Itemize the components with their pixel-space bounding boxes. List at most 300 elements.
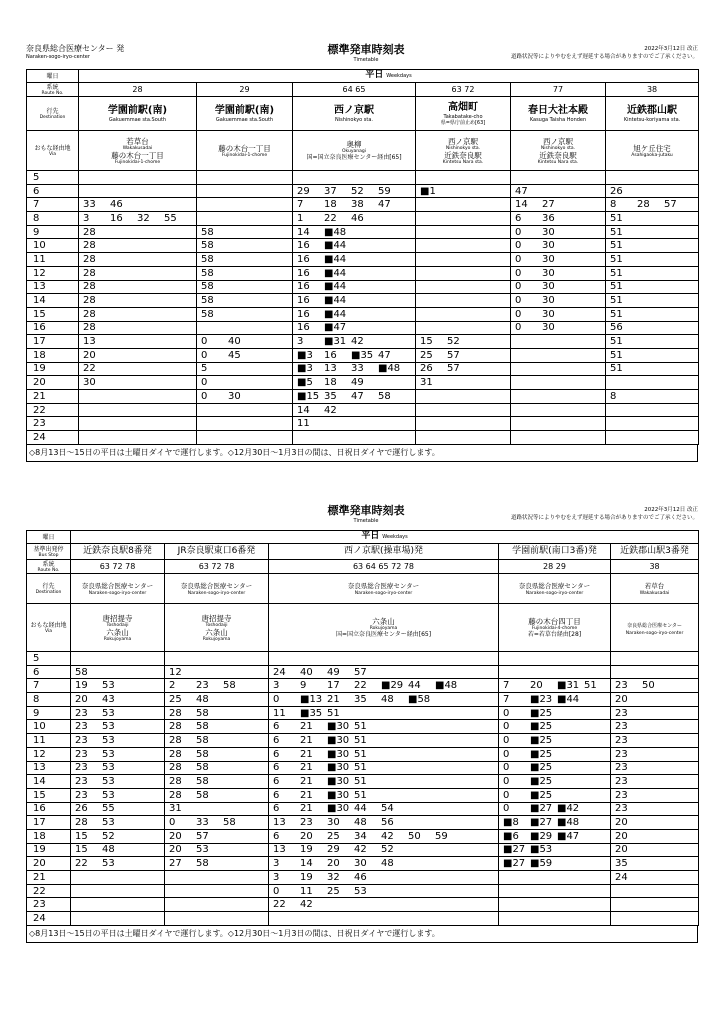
minute-entry: 21 bbox=[300, 748, 313, 760]
departure-minutes bbox=[165, 898, 269, 912]
minute-entry: 2 bbox=[169, 680, 176, 692]
via2-en: Rokujoyama bbox=[103, 636, 132, 642]
minute-entry: 28 bbox=[83, 281, 96, 293]
departure-minutes bbox=[71, 720, 165, 734]
route-label-en: Route No. bbox=[37, 567, 60, 573]
departure-minutes bbox=[606, 362, 699, 376]
departure-minutes bbox=[165, 747, 269, 761]
minute-entry: 30 bbox=[542, 267, 555, 279]
minute-entry: 21 bbox=[300, 721, 313, 733]
destination bbox=[606, 97, 699, 131]
minute-entry: 0 bbox=[515, 253, 522, 265]
minute-entry: 20 bbox=[530, 680, 543, 692]
minute-entry: ■3 bbox=[297, 363, 313, 375]
day-value-en: Weekdays bbox=[386, 73, 412, 79]
minute-entry: 57 bbox=[354, 666, 367, 678]
departure-minutes bbox=[269, 802, 499, 816]
departure-minutes bbox=[165, 693, 269, 707]
minute-entry: 3 bbox=[297, 336, 304, 348]
departure-minutes bbox=[79, 417, 197, 431]
minute-entry: ■25 bbox=[530, 762, 553, 774]
minute-entry: 22 bbox=[273, 899, 286, 911]
via-stops bbox=[606, 131, 699, 171]
minute-entry: 52 bbox=[351, 185, 364, 197]
minute-entry: 44 bbox=[354, 803, 367, 815]
minute-entry: 21 bbox=[300, 776, 313, 788]
minute-entry: 23 bbox=[615, 734, 628, 746]
hour-cell: 10 bbox=[27, 720, 71, 734]
route-label-jp: 系統 bbox=[46, 83, 59, 91]
departure-minutes bbox=[606, 390, 699, 404]
day-type bbox=[71, 531, 699, 544]
departure-minutes bbox=[611, 898, 699, 912]
minute-entry: ■6 bbox=[503, 830, 519, 842]
minute-entry: 28 bbox=[75, 817, 88, 829]
timetable-grid bbox=[26, 530, 699, 926]
via-label bbox=[27, 604, 71, 652]
via-jp: 六条山 bbox=[372, 616, 395, 626]
minute-entry: 57 bbox=[447, 363, 460, 375]
minute-entry: ■48 bbox=[324, 226, 347, 238]
destination-row bbox=[27, 574, 699, 604]
via-stops bbox=[293, 131, 416, 171]
departure-minutes bbox=[511, 335, 606, 349]
departure-minutes bbox=[511, 403, 606, 417]
route-number: 63 72 78 bbox=[71, 560, 165, 574]
departure-minutes bbox=[611, 775, 699, 789]
hour-cell: 11 bbox=[27, 734, 71, 748]
minute-entry: 47 bbox=[378, 349, 391, 361]
dest-en: Kintetsu-koriyama sta. bbox=[623, 116, 681, 123]
route-label bbox=[27, 560, 71, 574]
hour-cell: 23 bbox=[27, 898, 71, 912]
minute-entry: 20 bbox=[169, 844, 182, 856]
departure-minutes bbox=[79, 266, 197, 280]
departure-minutes bbox=[416, 171, 511, 185]
departure-minutes bbox=[416, 390, 511, 404]
minute-entry: 18 bbox=[324, 377, 337, 389]
departure-minutes bbox=[416, 184, 511, 198]
minute-entry: 22 bbox=[324, 212, 337, 224]
minute-entry: 16 bbox=[324, 349, 337, 361]
departure-minutes bbox=[511, 417, 606, 431]
minute-entry: 45 bbox=[228, 349, 241, 361]
minute-entry: 29 bbox=[327, 844, 340, 856]
hour-row bbox=[27, 294, 699, 308]
departure-minutes bbox=[293, 294, 416, 308]
departure-minutes bbox=[416, 198, 511, 212]
minute-entry: 6 bbox=[273, 748, 280, 760]
minute-entry: 20 bbox=[615, 693, 628, 705]
dest-jp: 西ノ京駅 bbox=[334, 104, 374, 116]
dest-jp: 春日大社本殿 bbox=[528, 104, 588, 116]
minute-entry: 51 bbox=[327, 707, 340, 719]
minute-entry: 0 bbox=[201, 377, 208, 389]
minute-entry: 0 bbox=[201, 390, 208, 402]
sheet-header bbox=[26, 43, 698, 69]
minute-entry: 23 bbox=[75, 789, 88, 801]
departure-minutes bbox=[197, 348, 293, 362]
hour-row bbox=[27, 665, 699, 679]
minute-entry: 55 bbox=[102, 803, 115, 815]
departure-minutes bbox=[499, 720, 611, 734]
minute-entry: 30 bbox=[228, 390, 241, 402]
departure-minutes bbox=[71, 775, 165, 789]
destination bbox=[71, 574, 165, 604]
minute-entry: 51 bbox=[610, 226, 623, 238]
destination bbox=[197, 97, 293, 131]
hour-row bbox=[27, 871, 699, 885]
minute-entry: ■44 bbox=[324, 281, 347, 293]
departure-minutes bbox=[606, 253, 699, 267]
page-title-en: Timetable bbox=[353, 518, 379, 524]
departure-minutes bbox=[293, 239, 416, 253]
minute-entry: 51 bbox=[354, 734, 367, 746]
minute-entry: 56 bbox=[381, 817, 394, 829]
minute-entry: 29 bbox=[297, 185, 310, 197]
hour-cell: 17 bbox=[27, 335, 79, 349]
route-number: 38 bbox=[606, 83, 699, 97]
minute-entry: 28 bbox=[83, 267, 96, 279]
departure-minutes bbox=[511, 376, 606, 390]
departure-minutes bbox=[79, 280, 197, 294]
departure-minutes bbox=[416, 225, 511, 239]
minute-entry: ■30 bbox=[327, 789, 350, 801]
departure-minutes bbox=[165, 802, 269, 816]
hour-cell: 21 bbox=[27, 871, 71, 885]
via-en: Rokujoyama bbox=[369, 625, 398, 631]
hour-row bbox=[27, 788, 699, 802]
departure-minutes bbox=[71, 829, 165, 843]
day-row bbox=[27, 531, 699, 544]
departure-minutes bbox=[71, 706, 165, 720]
departure-minutes bbox=[611, 665, 699, 679]
minute-entry: 16 bbox=[297, 281, 310, 293]
page-title: 標準発車時刻表 bbox=[327, 504, 405, 517]
hour-row bbox=[27, 747, 699, 761]
minute-entry: 36 bbox=[542, 212, 555, 224]
via-jp: 奈良県総合医療センター bbox=[627, 622, 682, 629]
minute-entry: ■23 bbox=[530, 693, 553, 705]
minute-entry: 7 bbox=[503, 680, 510, 692]
minute-entry: 20 bbox=[615, 817, 628, 829]
minute-entry: 23 bbox=[615, 776, 628, 788]
destination bbox=[611, 574, 699, 604]
minute-entry: 58 bbox=[201, 267, 214, 279]
hour-row bbox=[27, 417, 699, 431]
hour-row bbox=[27, 362, 699, 376]
minute-entry: 24 bbox=[615, 871, 628, 883]
minute-entry: 18 bbox=[324, 199, 337, 211]
departure-minutes bbox=[79, 335, 197, 349]
via-en: Nishinokyo sta. bbox=[540, 145, 576, 151]
minute-entry: 16 bbox=[297, 253, 310, 265]
minute-entry: 44 bbox=[408, 680, 421, 692]
minute-entry: ■44 bbox=[324, 308, 347, 320]
departure-minutes bbox=[71, 734, 165, 748]
minute-entry: 0 bbox=[515, 295, 522, 307]
departure-minutes bbox=[293, 403, 416, 417]
hour-cell: 20 bbox=[27, 376, 79, 390]
minute-entry: 58 bbox=[196, 707, 209, 719]
minute-entry: 42 bbox=[381, 830, 394, 842]
day-type bbox=[79, 70, 699, 83]
minute-entry: 25 bbox=[327, 885, 340, 897]
departure-minutes bbox=[293, 225, 416, 239]
departure-minutes bbox=[611, 843, 699, 857]
minute-entry: 58 bbox=[201, 226, 214, 238]
departure-minutes bbox=[71, 843, 165, 857]
departure-minutes bbox=[197, 362, 293, 376]
departure-minutes bbox=[611, 706, 699, 720]
route-label-jp: 系統 bbox=[42, 560, 55, 568]
destination bbox=[165, 574, 269, 604]
departure-minutes bbox=[611, 802, 699, 816]
departure-minutes bbox=[79, 321, 197, 335]
departure-minutes bbox=[499, 816, 611, 830]
departure-minutes bbox=[269, 912, 499, 926]
hour-row bbox=[27, 280, 699, 294]
minute-entry: 28 bbox=[83, 308, 96, 320]
timetable-sheet-2 bbox=[26, 504, 698, 943]
departure-minutes bbox=[71, 802, 165, 816]
departure-minutes bbox=[611, 884, 699, 898]
minute-entry: 56 bbox=[610, 322, 623, 334]
departure-minutes bbox=[606, 212, 699, 226]
via-label-jp: おもな経由地 bbox=[34, 144, 71, 152]
departure-minutes bbox=[416, 348, 511, 362]
departure-minutes bbox=[499, 843, 611, 857]
minute-entry: ■15 bbox=[297, 390, 320, 402]
origin-stop: 西ノ京駅(操車場)発 bbox=[269, 544, 499, 560]
minute-entry: 51 bbox=[610, 336, 623, 348]
sheet-header bbox=[26, 504, 698, 530]
departure-minutes bbox=[79, 348, 197, 362]
departure-minutes bbox=[416, 307, 511, 321]
hour-row bbox=[27, 775, 699, 789]
departure-minutes bbox=[165, 679, 269, 693]
minute-entry: 51 bbox=[610, 295, 623, 307]
minute-entry: 53 bbox=[102, 762, 115, 774]
minute-entry: 35 bbox=[324, 390, 337, 402]
day-row bbox=[27, 70, 699, 83]
minute-entry: 48 bbox=[102, 844, 115, 856]
stop-name-en: Naraken-sogo-iryo-center bbox=[26, 54, 90, 60]
minute-entry: 43 bbox=[102, 693, 115, 705]
minute-entry: 28 bbox=[83, 295, 96, 307]
departure-minutes bbox=[606, 280, 699, 294]
departure-minutes bbox=[71, 665, 165, 679]
hour-row bbox=[27, 720, 699, 734]
minute-entry: 58 bbox=[201, 308, 214, 320]
minute-entry: 11 bbox=[300, 885, 313, 897]
minute-entry: 0 bbox=[503, 776, 510, 788]
minute-entry: 30 bbox=[542, 322, 555, 334]
route-label bbox=[27, 83, 79, 97]
departure-minutes bbox=[269, 898, 499, 912]
stop-label-jp: 基準出発停 bbox=[33, 545, 64, 553]
departure-minutes bbox=[79, 239, 197, 253]
revised-date: 2022年3月12日 改正 bbox=[644, 507, 698, 513]
departure-minutes bbox=[71, 747, 165, 761]
origin-stop: 近鉄奈良駅8番発 bbox=[71, 544, 165, 560]
departure-minutes bbox=[611, 816, 699, 830]
departure-minutes bbox=[511, 348, 606, 362]
minute-entry: 50 bbox=[642, 680, 655, 692]
hour-row bbox=[27, 266, 699, 280]
hour-cell: 10 bbox=[27, 239, 79, 253]
departure-minutes bbox=[293, 335, 416, 349]
minute-entry: ■59 bbox=[530, 858, 553, 870]
destination-label bbox=[27, 574, 71, 604]
minute-entry: 17 bbox=[327, 680, 340, 692]
minute-entry: ■44 bbox=[557, 693, 580, 705]
minute-entry: ■44 bbox=[324, 267, 347, 279]
departure-minutes bbox=[499, 734, 611, 748]
hour-cell: 20 bbox=[27, 857, 71, 871]
route-number: 28 bbox=[79, 83, 197, 97]
departure-minutes bbox=[71, 693, 165, 707]
departure-minutes bbox=[511, 225, 606, 239]
minute-entry: ■48 bbox=[378, 363, 401, 375]
page-title-en: Timetable bbox=[353, 57, 379, 63]
hour-row bbox=[27, 816, 699, 830]
minute-entry: 35 bbox=[615, 858, 628, 870]
minute-entry: 21 bbox=[300, 789, 313, 801]
minute-entry: 23 bbox=[75, 734, 88, 746]
minute-entry: 30 bbox=[542, 308, 555, 320]
minute-entry: ■44 bbox=[324, 240, 347, 252]
departure-minutes bbox=[499, 898, 611, 912]
departure-minutes bbox=[197, 417, 293, 431]
minute-entry: 16 bbox=[297, 308, 310, 320]
minute-entry: ■25 bbox=[530, 734, 553, 746]
departure-minutes bbox=[293, 307, 416, 321]
via2-en: Rokujoyama bbox=[202, 636, 231, 642]
departure-minutes bbox=[416, 417, 511, 431]
departure-minutes bbox=[606, 321, 699, 335]
minute-entry: 0 bbox=[503, 707, 510, 719]
minute-entry: 28 bbox=[83, 253, 96, 265]
departure-minutes bbox=[71, 857, 165, 871]
departure-minutes bbox=[611, 857, 699, 871]
departure-minutes bbox=[79, 198, 197, 212]
hour-cell: 7 bbox=[27, 198, 79, 212]
dest-en: Wakakusadai bbox=[639, 591, 670, 596]
departure-minutes bbox=[293, 184, 416, 198]
hour-cell: 13 bbox=[27, 761, 71, 775]
departure-minutes bbox=[71, 761, 165, 775]
departure-minutes bbox=[511, 184, 606, 198]
minute-entry: ■27 bbox=[503, 844, 526, 856]
minute-entry: 23 bbox=[615, 721, 628, 733]
minute-entry: 16 bbox=[297, 295, 310, 307]
minute-entry: 52 bbox=[447, 336, 460, 348]
hour-row bbox=[27, 212, 699, 226]
departure-minutes bbox=[611, 720, 699, 734]
delay-notice: 道路状況等によりやむをえず遅延する場合がありますのでご了承ください。 bbox=[510, 515, 698, 521]
minute-entry: 13 bbox=[273, 844, 286, 856]
departure-minutes bbox=[416, 321, 511, 335]
departure-minutes bbox=[611, 871, 699, 885]
via-jp: 旭ケ丘住宅 bbox=[633, 143, 671, 153]
via2-en: Fujinokidai-1-chome bbox=[114, 159, 161, 165]
departure-minutes bbox=[606, 307, 699, 321]
minute-entry: 51 bbox=[610, 349, 623, 361]
dest-en: Gakuemmae sta.South bbox=[215, 116, 274, 123]
minute-entry: 21 bbox=[327, 693, 340, 705]
hour-cell: 19 bbox=[27, 362, 79, 376]
minute-entry: 59 bbox=[378, 185, 391, 197]
minute-entry: 51 bbox=[610, 267, 623, 279]
hour-cell: 18 bbox=[27, 348, 79, 362]
departure-minutes bbox=[269, 734, 499, 748]
via-jp: 奥柳 bbox=[346, 139, 362, 149]
stop-label-en: Bus Stop bbox=[38, 552, 59, 558]
minute-entry: 25 bbox=[327, 830, 340, 842]
departure-minutes bbox=[606, 335, 699, 349]
departure-minutes bbox=[416, 239, 511, 253]
minute-entry: 14 bbox=[297, 226, 310, 238]
departure-minutes bbox=[499, 652, 611, 666]
via-stops bbox=[71, 604, 165, 652]
minute-entry: 15 bbox=[75, 830, 88, 842]
departure-minutes bbox=[197, 335, 293, 349]
destination bbox=[499, 574, 611, 604]
minute-entry: 58 bbox=[75, 666, 88, 678]
minute-entry: 58 bbox=[196, 762, 209, 774]
minute-entry: ■42 bbox=[557, 803, 580, 815]
via-label bbox=[27, 131, 79, 171]
minute-entry: 28 bbox=[83, 240, 96, 252]
departure-minutes bbox=[293, 253, 416, 267]
departure-minutes bbox=[79, 171, 197, 185]
minute-entry: 35 bbox=[354, 693, 367, 705]
hour-cell: 5 bbox=[27, 652, 71, 666]
hour-row bbox=[27, 843, 699, 857]
minute-entry: 23 bbox=[196, 680, 209, 692]
departure-minutes bbox=[269, 843, 499, 857]
minute-entry: 51 bbox=[354, 776, 367, 788]
minute-entry: 20 bbox=[327, 858, 340, 870]
dest-label-jp: 行先 bbox=[46, 107, 59, 115]
timetable-sheet-1 bbox=[26, 43, 698, 462]
hour-cell: 9 bbox=[27, 225, 79, 239]
departure-minutes bbox=[606, 225, 699, 239]
minute-entry: 42 bbox=[300, 899, 313, 911]
via-en: Toshodaiji bbox=[205, 622, 228, 628]
dest-en: Naraken-sogo-iryo-center bbox=[525, 591, 584, 596]
hour-cell: 14 bbox=[27, 294, 79, 308]
departure-minutes bbox=[79, 431, 197, 445]
departure-minutes bbox=[269, 665, 499, 679]
departure-minutes bbox=[511, 253, 606, 267]
minute-entry: 28 bbox=[169, 721, 182, 733]
day-label: 曜日 bbox=[27, 70, 79, 83]
departure-minutes bbox=[499, 884, 611, 898]
minute-entry: 19 bbox=[75, 680, 88, 692]
dest-label-jp: 行先 bbox=[42, 582, 55, 590]
minute-entry: 23 bbox=[615, 707, 628, 719]
minute-entry: 0 bbox=[503, 762, 510, 774]
hour-cell: 16 bbox=[27, 802, 71, 816]
departure-minutes bbox=[71, 898, 165, 912]
hour-row bbox=[27, 652, 699, 666]
minute-entry: ■58 bbox=[408, 693, 431, 705]
minute-entry: ■35 bbox=[351, 349, 374, 361]
minute-entry: 26 bbox=[420, 363, 433, 375]
dest-en: Naraken-sogo-iryo-center bbox=[354, 591, 413, 596]
